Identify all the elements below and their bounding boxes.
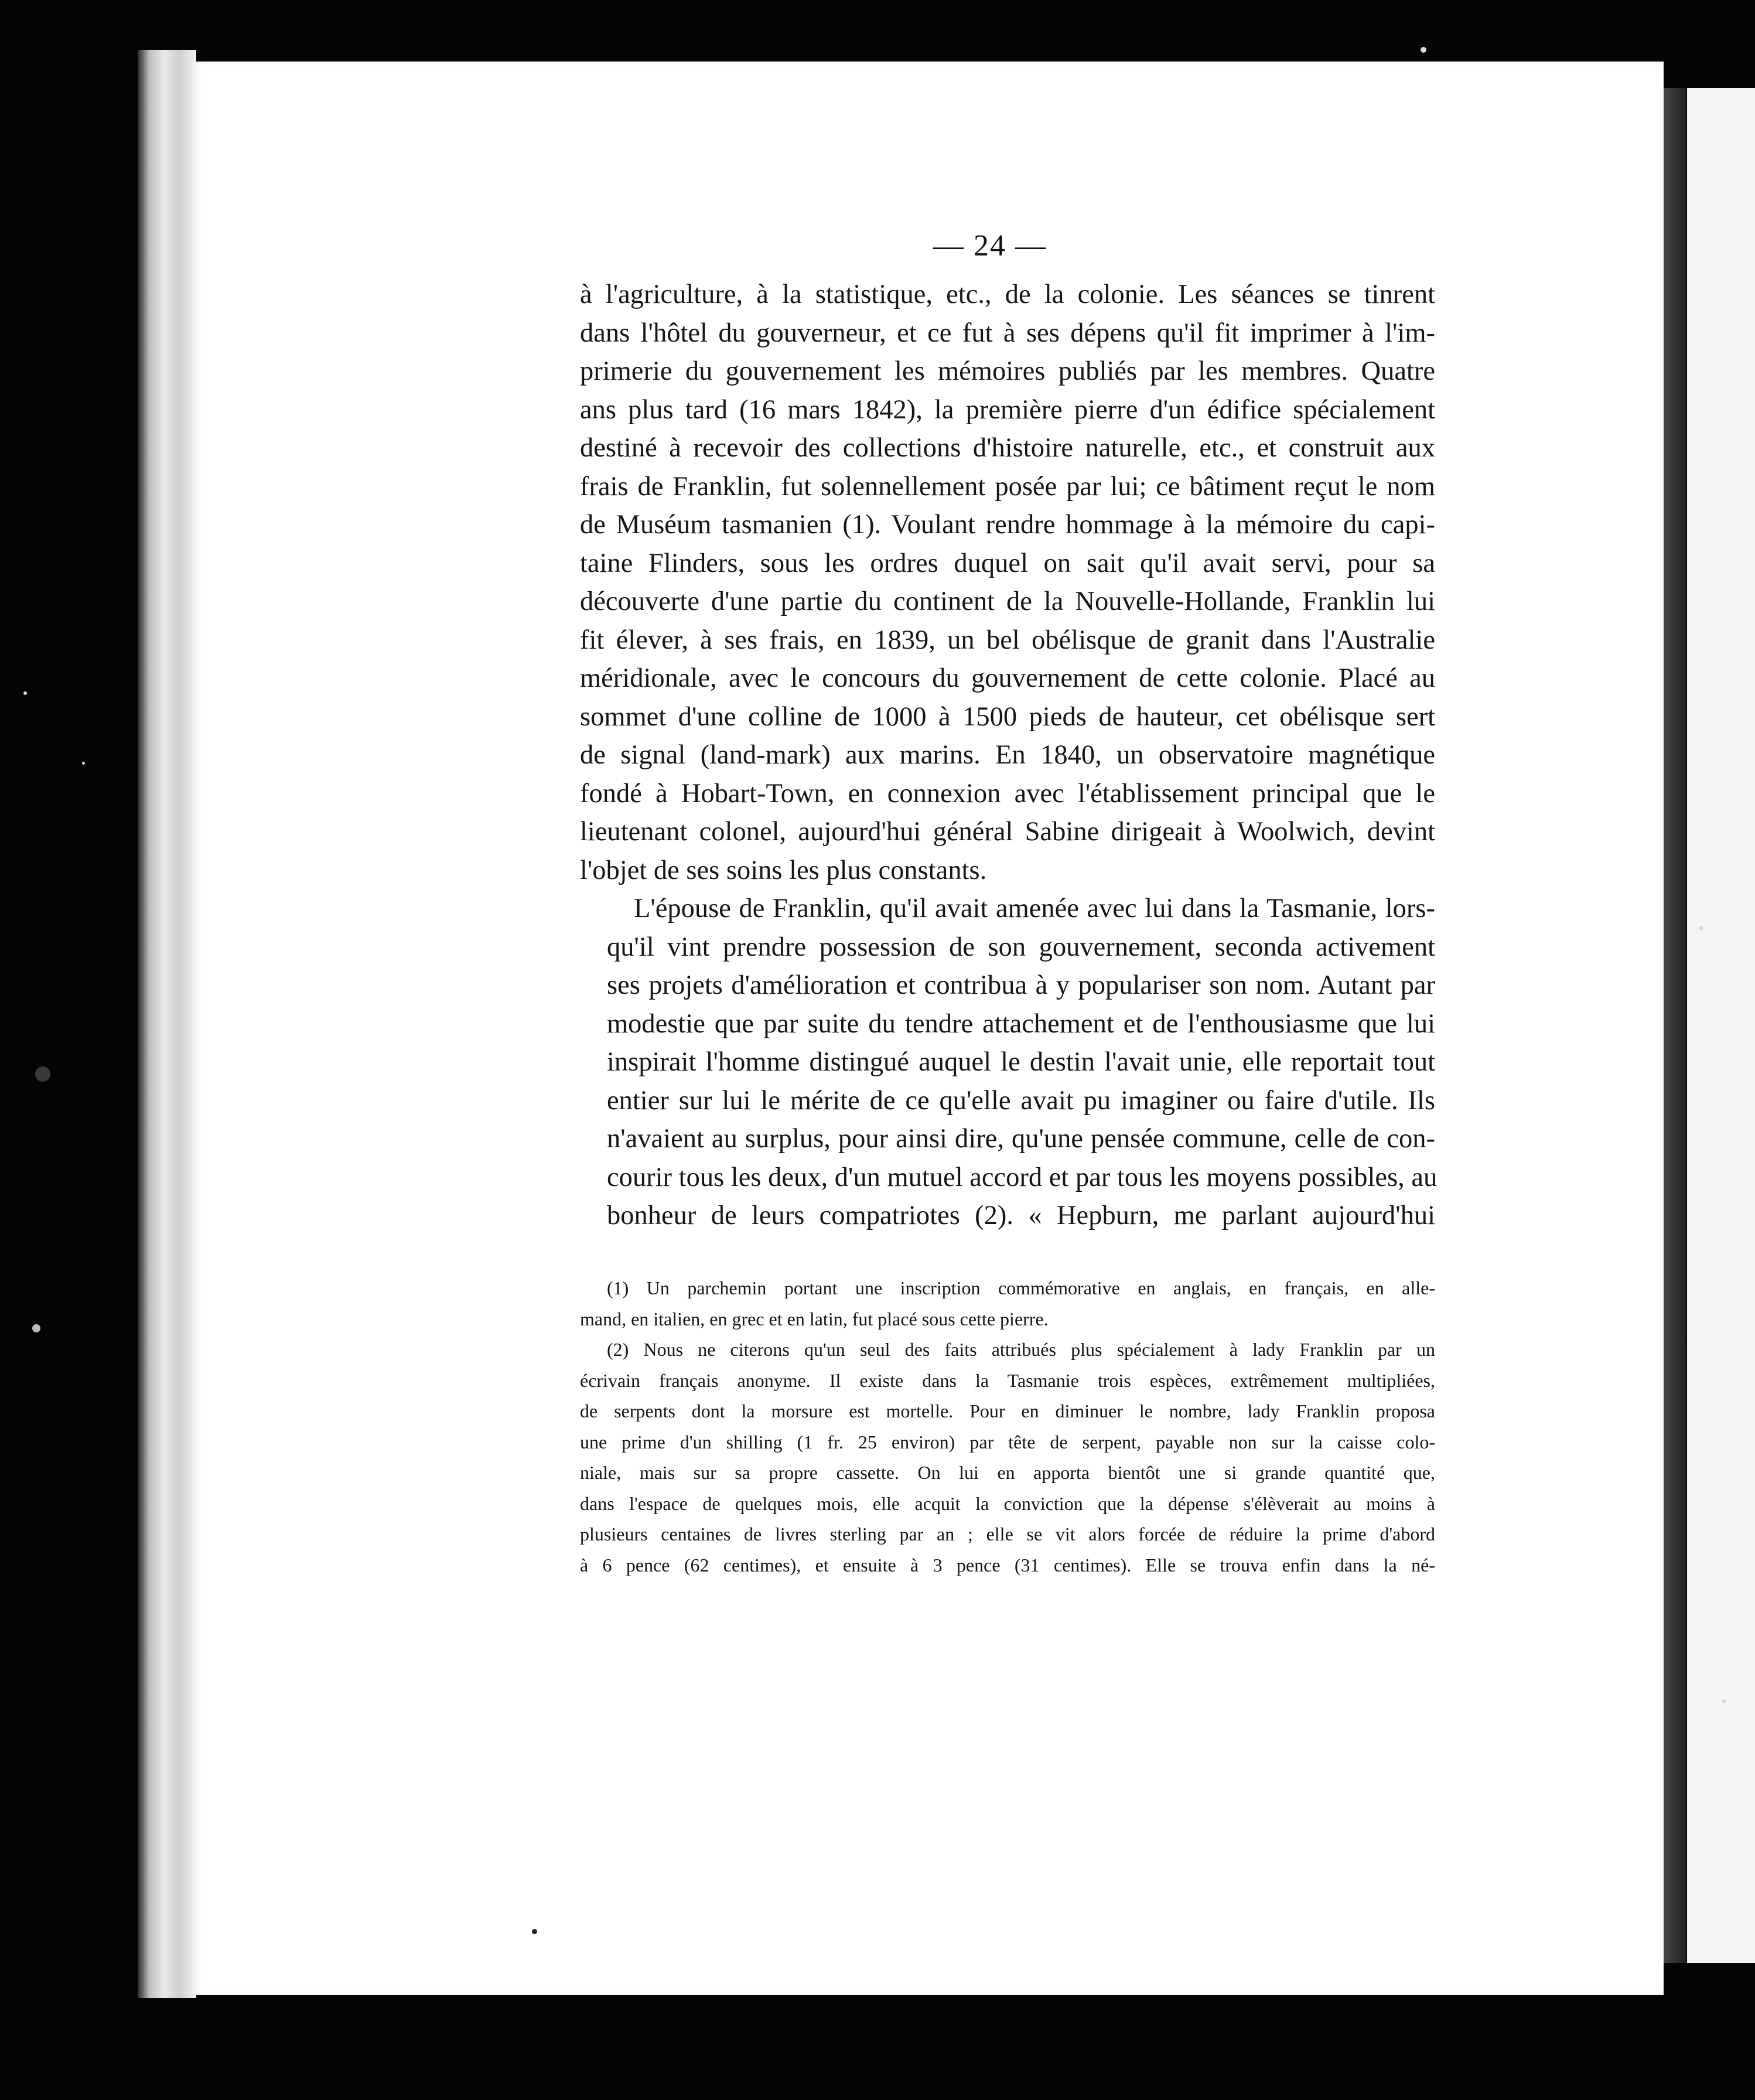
footnote-line: de serpents dont la morsure est mortelle. Pour en diminuer le nombre, lady Franklin proposa (580, 1400, 1435, 1421)
text-line: n'avaient au surplus, pour ainsi dire, qu'une pensée commune, celle de con- (607, 1124, 1435, 1154)
footnote-line: une prime d'un shilling (1 fr. 25 environ) par tête de serpent, payable non sur la caisse colo- (580, 1431, 1435, 1453)
footnote-line: (2) Nous ne citerons qu'un seul des faits attribués plus spécialement à lady Franklin par un (607, 1339, 1435, 1360)
text-line: entier sur lui le mérite de ce qu'elle avait pu imaginer ou faire d'utile. Ils (607, 1085, 1435, 1116)
footnote-line: niale, mais sur sa propre cassette. On lui en apporta bientôt une si grande quantité que, (580, 1462, 1435, 1483)
footnote-line: à 6 pence (62 centimes), et ensuite à 3 pence (31 centimes). Elle se trouva enfin dans la né- (580, 1554, 1435, 1576)
text-line: inspirait l'homme distingué auquel le destin l'avait unie, elle reportait tout (607, 1047, 1435, 1077)
text-line: dans l'hôtel du gouverneur, et ce fut à ses dépens qu'il fit imprimer à l'im- (580, 318, 1435, 348)
dust-speck (23, 691, 27, 695)
text-line: fondé à Hobart-Town, en connexion avec l'établissement principal que le (580, 778, 1435, 809)
dust-speck (1699, 926, 1703, 930)
text-line: bonheur de leurs compatriotes (2). « Hepburn, me parlant aujourd'hui (607, 1201, 1435, 1230)
text-line: lieutenant colonel, aujourd'hui général Sabine dirigeait à Woolwich, devint (580, 817, 1435, 847)
text-line: destiné à recevoir des collections d'histoire naturelle, etc., et construit aux (580, 433, 1435, 463)
footnote-line: mand, en italien, en grec et en latin, fut placé sous cette pierre. (580, 1308, 1049, 1329)
text-line: frais de Franklin, fut solennellement posée par lui; ce bâtiment reçut le nom (580, 471, 1435, 502)
book-page-edges (138, 50, 196, 1998)
dust-speck (35, 1066, 50, 1082)
text-line: primerie du gouvernement les mémoires publiés par les membres. Quatre (580, 356, 1435, 386)
dust-speck (32, 1324, 40, 1332)
text-line: de signal (land-mark) aux marins. En 1840, un observatoire magnétique (580, 740, 1435, 770)
text-line: à l'agriculture, à la statistique, etc., de la colonie. Les séances se tinrent (580, 279, 1435, 309)
footnotes (580, 1273, 1435, 1580)
text-line: sommet d'une colline de 1000 à 1500 pieds de hauteur, cet obélisque sert (580, 701, 1435, 732)
text-line: découverte d'une partie du continent de la Nouvelle-Hollande, Franklin lui (580, 587, 1435, 616)
main-text (580, 275, 1438, 1235)
text-line: ans plus tard (16 mars 1842), la première pierre d'un édifice spécialement (580, 394, 1435, 425)
text-line: méridionale, avec le concours du gouvernement de cette colonie. Placé au (580, 663, 1435, 693)
paragraph-2 (580, 889, 1438, 1235)
footnote-line: écrivain français anonyme. Il existe dans la Tasmanie trois espèces, extrêmement multipliées, (580, 1369, 1435, 1391)
footnote-1 (580, 1273, 1435, 1334)
dust-speck (82, 762, 85, 765)
footnote-line: (1) Un parchemin portant une inscription commémorative en anglais, en français, en alle- (607, 1277, 1435, 1298)
text-line: de Muséum tasmanien (1). Voulant rendre hommage à la mémoire du capi- (580, 510, 1435, 540)
text-line: ses projets d'amélioration et contribua à y populariser son nom. Autant par (607, 970, 1435, 1000)
footnote-line: dans l'espace de quelques mois, elle acquit la conviction que la dépense s'élèverait au moins à (580, 1492, 1435, 1514)
footnote-line: plusieurs centaines de livres sterling par an ; elle se vit alors forcée de réduire la prime d'abord (580, 1523, 1435, 1545)
facing-page-edge (1687, 88, 1755, 1963)
paragraph-1 (580, 275, 1435, 889)
text-line: L'épouse de Franklin, qu'il avait amenée avec lui dans la Tasmanie, lors- (634, 894, 1435, 923)
footnote-2 (580, 1334, 1435, 1580)
text-line: taine Flinders, sous les ordres duquel on sait qu'il avait servi, pour sa (580, 548, 1435, 578)
page-number: — 24 — (933, 229, 1047, 262)
text-line: modestie que par suite du tendre attachement et de l'enthousiasme que lui (607, 1008, 1435, 1039)
text-line: courir tous les deux, d'un mutuel accord et par tous les moyens possibles, au (607, 1162, 1438, 1192)
text-line: fit élever, à ses frais, en 1839, un bel obélisque de granit dans l'Australie (580, 625, 1435, 655)
ink-dot (532, 1929, 537, 1934)
dust-speck (1421, 47, 1426, 53)
text-line: l'objet de ses soins les plus constants. (580, 855, 987, 885)
text-line: qu'il vint prendre possession de son gouvernement, seconda activement (607, 932, 1435, 962)
dust-speck (1722, 1699, 1726, 1703)
